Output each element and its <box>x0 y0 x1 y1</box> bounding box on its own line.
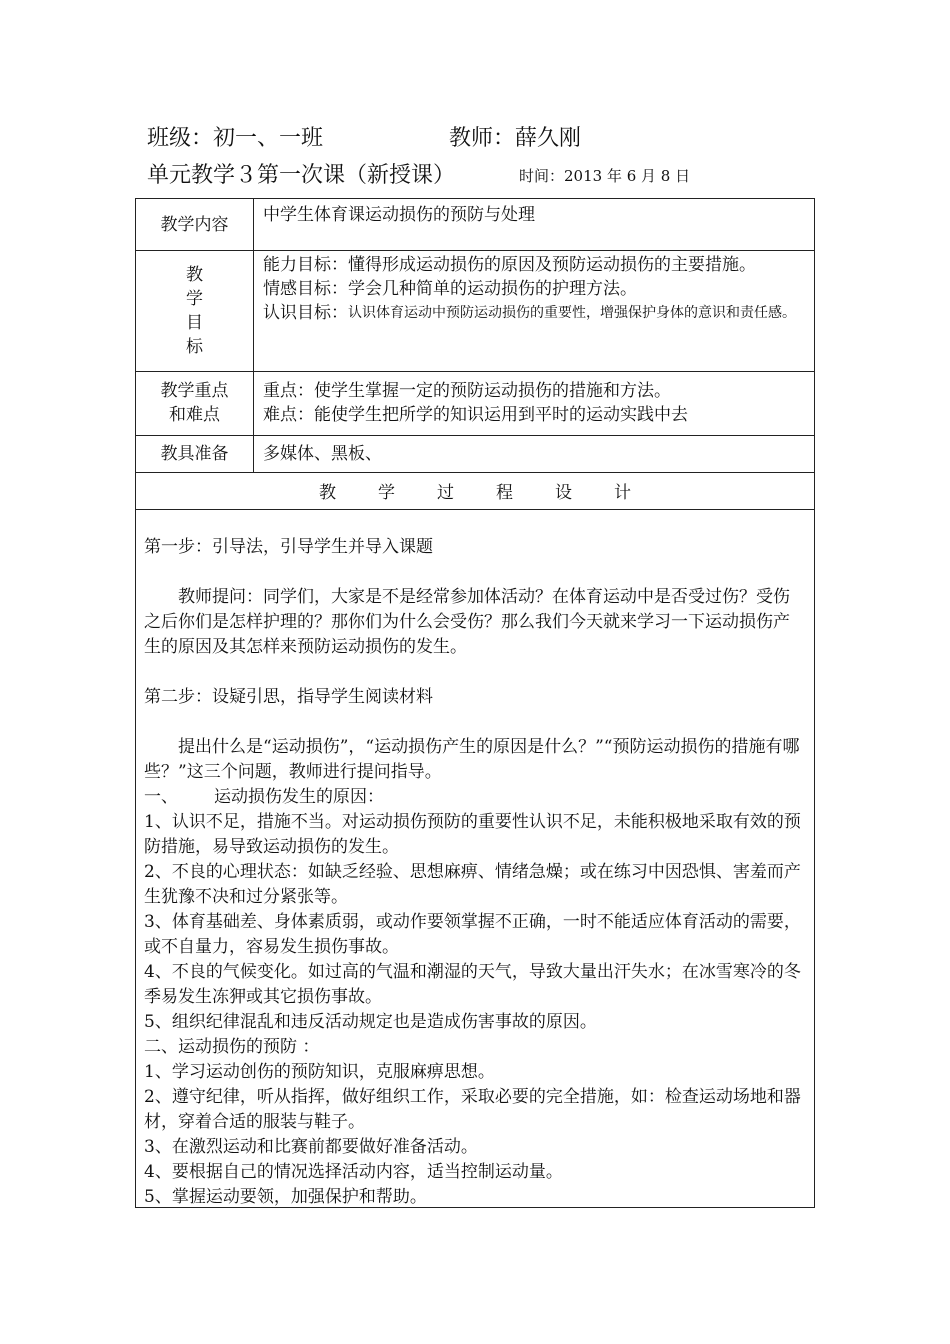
cause-item: 1、认识不足，措施不当。对运动损伤预防的重要性认识不足，未能积极地采取有效的预防措施，易导致运动损伤的发生。 <box>144 812 801 857</box>
goal-emotion <box>263 277 808 301</box>
cause-item: 4、不良的气候变化。如过高的气温和潮湿的天气，导致大量出汗失水；在冰雪寒冷的冬季易发生冻狎或其它损伤事故。 <box>144 962 801 1007</box>
tools-label: 教具准备 <box>160 444 229 464</box>
prevention-item: 5、掌握运动要领，加强保护和帮助。 <box>144 1187 427 1207</box>
difficulty-point: 难点：能使学生把所学的知识运用到平时的运动实践中去 <box>263 405 688 425</box>
process-title-char: 学 <box>378 483 395 503</box>
section1-heading <box>144 785 806 810</box>
prevention-item: 4、要根据自己的情况选择活动内容，适当控制运动量。 <box>144 1162 563 1182</box>
row-divider <box>136 250 814 251</box>
goal-label: 情感目标： <box>263 279 348 299</box>
row-divider <box>136 371 814 372</box>
key-label-line: 和难点 <box>169 405 220 425</box>
process-title-char: 过 <box>437 483 454 503</box>
row-divider <box>136 472 814 473</box>
lesson-plan-table <box>135 198 815 1208</box>
tools-value: 多媒体、黑板、 <box>263 444 382 464</box>
goal-label: 能力目标： <box>263 255 348 275</box>
content-label: 教学内容 <box>160 215 229 235</box>
cause-item: 5、组织纪律混乱和违反活动规定也是造成伤害事故的原因。 <box>144 1012 597 1032</box>
process-title-char: 设 <box>555 483 572 503</box>
goals-list <box>263 253 808 326</box>
key-difficulty-cell <box>263 379 808 427</box>
step2-title: 第二步：设疑引思，指导学生阅读材料 <box>144 687 433 707</box>
section1-title: 运动损伤发生的原因： <box>214 787 384 807</box>
header-line-2 <box>147 158 691 189</box>
goals-label-char: 教 <box>186 265 203 285</box>
goal-cognition <box>263 301 808 326</box>
goals-label-char: 标 <box>186 337 203 357</box>
goal-label: 认识目标： <box>263 303 348 323</box>
column-divider <box>253 199 254 472</box>
teacher-label: 教师：薛久刚 <box>449 126 582 151</box>
process-title-char: 教 <box>319 483 336 503</box>
row-divider <box>136 509 814 510</box>
lesson-date: 时间：2013 年 6 月 8 日 <box>519 167 691 185</box>
process-title-char: 计 <box>614 483 631 503</box>
goals-label <box>136 263 253 359</box>
step2-text: 提出什么是“运动损伤”，“运动损伤产生的原因是什么？”“预防运动损伤的措施有哪些？”这三个问题，教师进行提问指导。 <box>144 737 800 782</box>
goal-ability <box>263 253 808 277</box>
key-point: 重点：使学生掌握一定的预防运动损伤的措施和方法。 <box>263 381 671 401</box>
goal-text: 学会几种简单的运动损伤的护理方法。 <box>348 279 637 299</box>
unit-title: 单元教学３第一次课（新授课） <box>147 163 456 188</box>
goal-text: 认识体育运动中预防运动损伤的重要性，增强保护身体的意识和责任感。 <box>348 305 796 321</box>
prevention-item: 2、遵守纪律，听从指挥，做好组织工作，采取必要的完全措施，如：检查运动场地和器材，穿着合适的服装与鞋子。 <box>144 1087 801 1132</box>
section1-number: 一、 <box>144 787 178 807</box>
cause-item: 3、体育基础差、身体素质弱，或动作要领掌握不正确，一时不能适应体育活动的需要，或不自量力，容易发生损伤事故。 <box>144 912 801 957</box>
process-title-char: 程 <box>496 483 513 503</box>
prevention-item: 1、学习运动创伤的预防知识，克服麻痹思想。 <box>144 1062 495 1082</box>
header-line-1 <box>147 121 582 152</box>
goal-text: 懂得形成运动损伤的原因及预防运动损伤的主要措施。 <box>348 255 756 275</box>
goals-label-char: 学 <box>186 289 203 309</box>
step1-text: 教师提问：同学们，大家是不是经常参加体活动？在体育运动中是否受过伤？受伤之后你们是怎样护理的？那你们为什么会受伤？那么我们今天就来学习一下运动损伤产生的原因及其怎样来预防运动损伤的发生。 <box>144 587 790 657</box>
process-body <box>144 535 806 1210</box>
content-value: 中学生体育课运动损伤的预防与处理 <box>263 205 535 225</box>
section2-title: 二、运动损伤的预防 ： <box>144 1037 320 1057</box>
key-label-line: 教学重点 <box>160 381 229 401</box>
key-difficulty-label <box>136 379 253 427</box>
row-divider <box>136 435 814 436</box>
step1-title: 第一步：引导法，引导学生并导入课题 <box>144 537 433 557</box>
goals-label-char: 目 <box>186 313 203 333</box>
class-label: 班级：初一、一班 <box>147 126 324 151</box>
process-design-title <box>136 479 814 507</box>
cause-item: 2、不良的心理状态：如缺乏经验、思想麻痹、情绪急燥；或在练习中因恐惧、害羞而产生犹豫不决和过分紧张等。 <box>144 862 801 907</box>
prevention-item: 3、在激烈运动和比赛前都要做好准备活动。 <box>144 1137 478 1157</box>
